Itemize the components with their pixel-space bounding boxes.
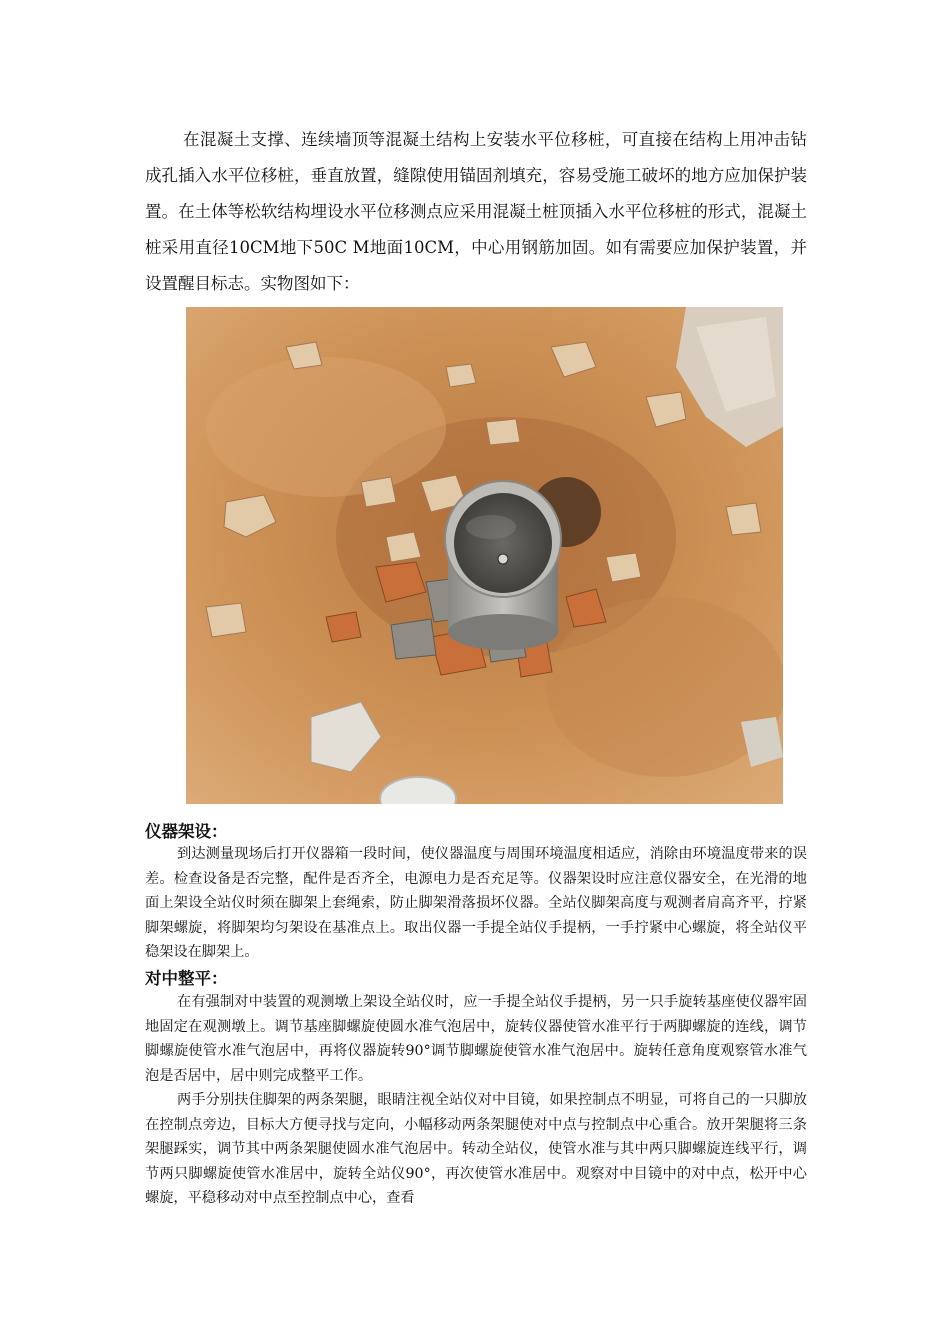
site-photo (186, 307, 783, 804)
monitoring-pile-photo-icon (186, 307, 783, 804)
section-body-centering-leveling-1: 在有强制对中装置的观测墩上架设全站仪时，应一手提全站仪手提柄，另一只手旋转基座使仪器牢固地固定在观测墩上。调节基座脚螺旋使圆水准气泡居中，旋转仪器使管水准平行于两脚螺旋的连线，调节脚螺旋使管水准气泡居中，再将仪器旋转90°调节脚螺旋使管水准气泡居中。旋转任意角度观察管水准气泡是否居中，居中则完成整平工作。 (145, 994, 807, 1084)
section-heading-centering-leveling: 对中整平： (145, 969, 228, 988)
section-body-instrument-setup: 到达测量现场后打开仪器箱一段时间，使仪器温度与周围环境温度相适应，消除由环境温度带来的误差。检查设备是否完整，配件是否齐全，电源电力是否充足等。仪器架设时应注意仪器安全，在光滑的地面上架设全站仪时须在脚架上套绳索，防止脚架滑落损坏仪器。全站仪脚架高度与观测者肩高齐平，拧紧脚架螺旋，将脚架均匀架设在基准点上。取出仪器一手提全站仪手提柄，一手拧紧中心螺旋，将全站仪平稳架设在脚架上。 (145, 846, 807, 960)
intro-paragraph: 在混凝土支撑、连续墙顶等混凝土结构上安装水平位移桩，可直接在结构上用冲击钻成孔插入水平位移桩，垂直放置，缝隙使用锚固剂填充，容易受施工破坏的地方应加保护装置。在土体等松软结构埋设水平位移测点应采用混凝土桩顶插入水平位移桩的形式，混凝土桩采用直径10CM地下50C M地面10CM，中心用钢筋加固。如有需要应加保护装置，并设置醒目标志。实物图如下： (145, 130, 807, 293)
section-heading-instrument-setup: 仪器架设： (145, 822, 228, 841)
section-body-centering-leveling-2: 两手分别扶住脚架的两条架腿，眼睛注视全站仪对中目镜，如果控制点不明显，可将自己的一只脚放在控制点旁边，目标大方便寻找与定向，小幅移动两条架腿使对中点与控制点中心重合。放开架腿将三条架腿踩实，调节其中两条架腿使圆水准气泡居中。转动全站仪，使管水准与其中两只脚螺旋连线平行，调节两只脚螺旋使管水准居中，旋转全站仪90°，再次使管水准居中。观察对中目镜中的对中点，松开中心螺旋，平稳移动对中点至控制点中心，查看 (145, 1092, 807, 1206)
